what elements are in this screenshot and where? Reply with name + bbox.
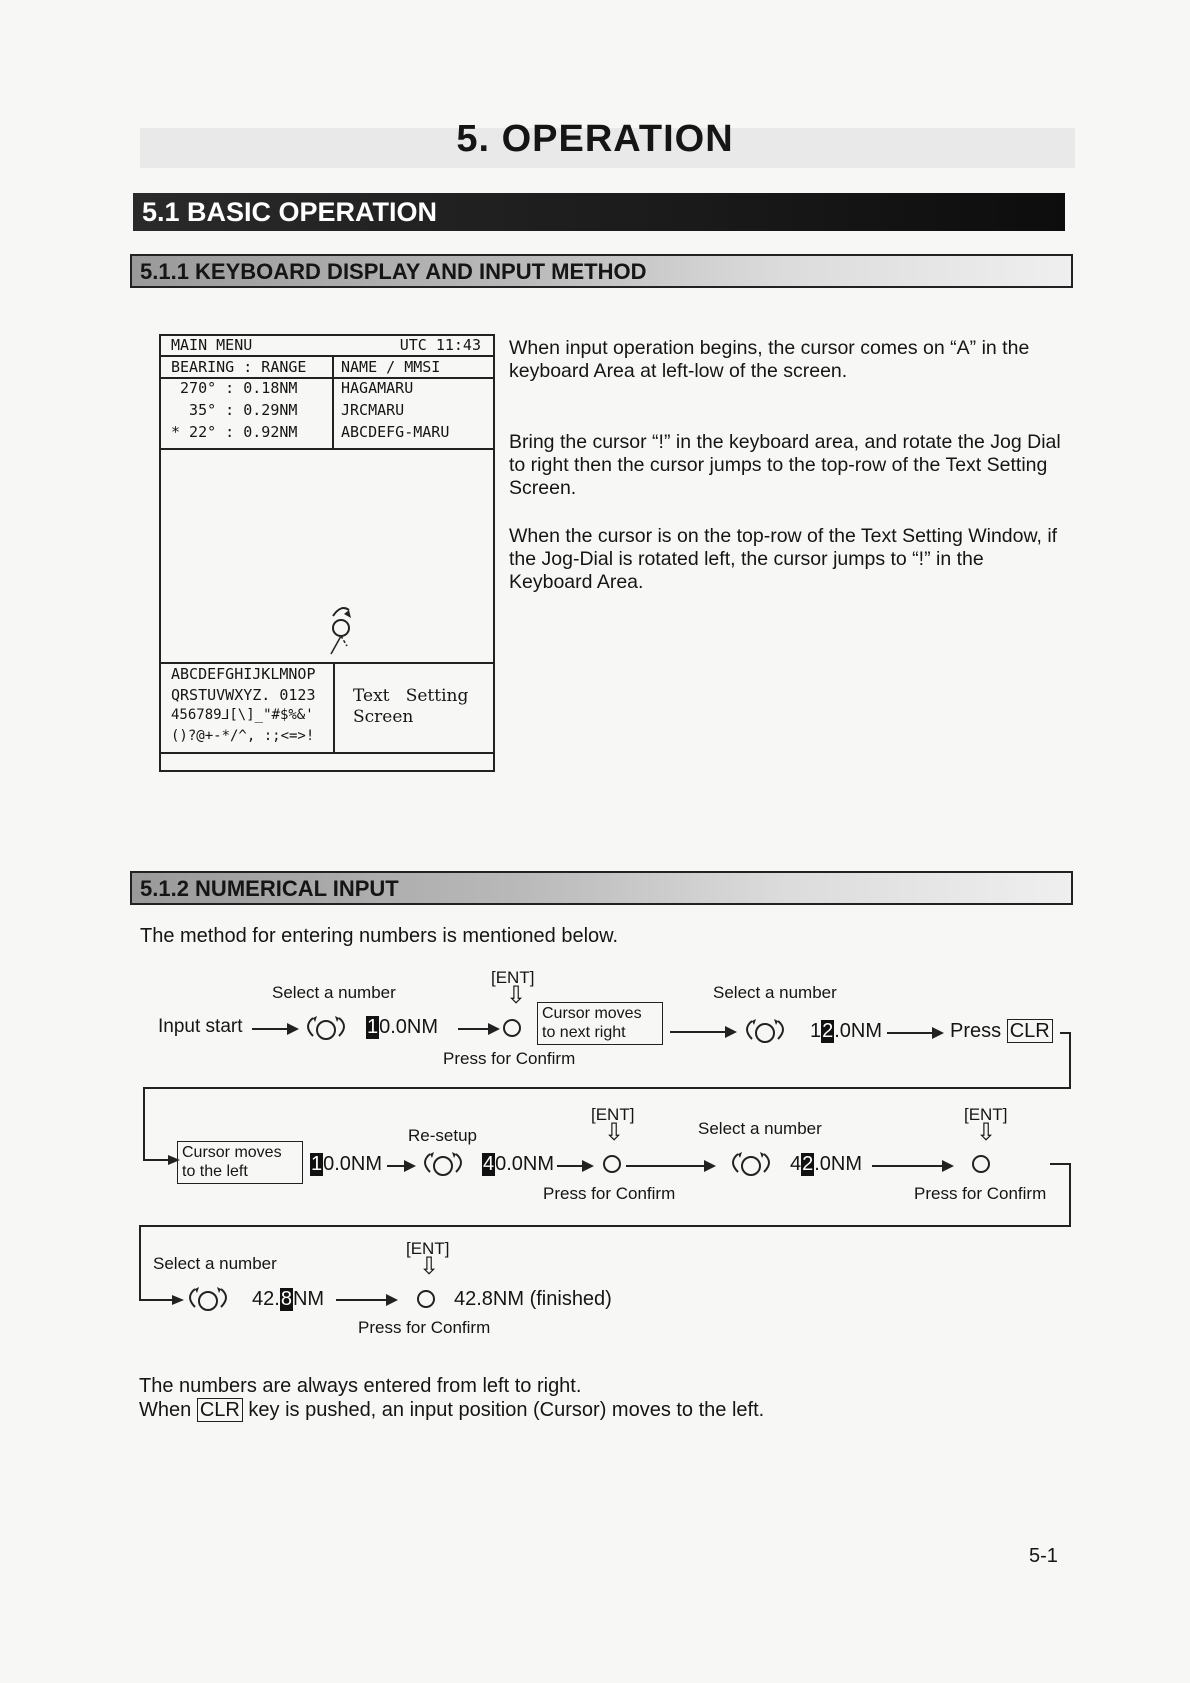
down-arrow-icon: ⇩ [506, 982, 527, 1009]
select-number-label: Select a number [153, 1254, 277, 1273]
keyboard-line: ABCDEFGHIJKLMNOP [171, 665, 316, 683]
value-prefix: 1 [810, 1020, 822, 1042]
ent-label: [ENT] [406, 1239, 450, 1258]
value-rest: 0.0NM [495, 1153, 555, 1175]
ent-button-icon [972, 1155, 990, 1173]
select-number-label: Select a number [698, 1119, 822, 1138]
keyboard-line: QRSTUVWXYZ. 0123 [171, 686, 316, 704]
menu-row-name: ABCDEFG-MARU [341, 423, 450, 441]
ent-button-icon [417, 1290, 435, 1308]
menu-row-bearing: * 22° : 0.92NM [171, 423, 298, 441]
ent-label: [ENT] [491, 968, 535, 987]
menu-row-bearing: 35° : 0.29NM [171, 401, 298, 419]
menu-row-name: HAGAMARU [341, 379, 414, 397]
subsection-2-title: 5.1.2 NUMERICAL INPUT [130, 871, 1073, 905]
press-confirm-label: Press for Confirm [543, 1184, 676, 1203]
clr-key: CLR [197, 1398, 243, 1422]
jog-dial-icon [418, 1150, 468, 1178]
press-confirm-label: Press for Confirm [358, 1318, 491, 1337]
name-mmsi-header: NAME / MMSI [341, 358, 441, 376]
value-rest: NM [292, 1288, 325, 1310]
menu-row-name: JRCMARU [341, 401, 405, 419]
value-display [790, 1153, 862, 1176]
cursor-digit: 1 [311, 1153, 323, 1175]
clr-key: CLR [1007, 1019, 1053, 1043]
text-setting-label-screen: Screen [353, 707, 414, 727]
value-prefix: 42. [252, 1288, 280, 1310]
select-number-label: Select a number [713, 983, 837, 1002]
section-title: 5.1 BASIC OPERATION [133, 193, 1065, 231]
value-rest: 0.0NM [379, 1016, 439, 1038]
down-arrow-icon: ⇩ [419, 1253, 440, 1280]
menu-row-bearing: 270° : 0.18NM [171, 379, 298, 397]
value-display [252, 1288, 324, 1311]
cursor-left-text-2: to the left [182, 1163, 248, 1180]
down-arrow-icon: ⇩ [976, 1119, 997, 1146]
footer-line-1: The numbers are always entered from left to right. [139, 1375, 582, 1397]
keyboard-line: 456789⅃[\]_"#$%&' [171, 707, 314, 723]
ent-label: [ENT] [591, 1105, 635, 1124]
resetup-label: Re-setup [408, 1126, 477, 1145]
footer-line-2 [139, 1399, 764, 1422]
cursor-left-box [177, 1141, 303, 1184]
down-arrow-icon: ⇩ [604, 1119, 625, 1146]
input-start-label: Input start [158, 1016, 243, 1037]
select-number-label: Select a number [272, 983, 396, 1002]
cursor-left-text-1: Cursor moves [182, 1144, 282, 1161]
menu-title: MAIN MENU [171, 336, 253, 354]
bearing-range-header: BEARING : RANGE [171, 358, 307, 376]
menu-utc: UTC 11:43 [399, 336, 481, 354]
press-confirm-label: Press for Confirm [914, 1184, 1047, 1203]
value-rest: .0NM [814, 1153, 863, 1175]
jog-dial-icon [183, 1285, 233, 1313]
subsection-1-title: 5.1.1 KEYBOARD DISPLAY AND INPUT METHOD [130, 254, 1073, 288]
value-prefix: 4 [790, 1153, 802, 1175]
page-number: 5-1 [1029, 1545, 1058, 1567]
footer-line-2-post: key is pushed, an input position (Cursor) moves to the left. [248, 1399, 765, 1421]
ent-button-icon [603, 1155, 621, 1173]
jog-dial-icon [726, 1150, 776, 1178]
value-display [310, 1153, 382, 1176]
paragraph-cursor-start: When input operation begins, the cursor comes on “A” in the keyboard Area at left-low of the screen. [509, 337, 1030, 382]
cursor-digit: 2 [822, 1020, 834, 1042]
value-display [482, 1153, 554, 1176]
press-label: Press [950, 1020, 1002, 1042]
paragraph-jog-right: Bring the cursor “!” in the keyboard area, and rotate the Jog Dial to right then the cursor jumps to the top-row of the Text Setting Screen. [509, 431, 1061, 499]
chapter-title: 5. OPERATION [456, 118, 734, 160]
cursor-right-text-2: to next right [542, 1024, 626, 1041]
cursor-digit: 8 [280, 1288, 292, 1310]
value-rest: 0.0NM [323, 1153, 383, 1175]
paragraph-jog-left: When the cursor is on the top-row of the Text Setting Window, if the Jog-Dial is rotated left, the cursor jumps to “!” in the Keyboard Area. [509, 525, 1058, 593]
finished-value: 42.8NM (finished) [454, 1288, 612, 1310]
footer-line-2-pre: When [139, 1399, 192, 1421]
cursor-right-text-1: Cursor moves [542, 1005, 642, 1022]
press-confirm-label: Press for Confirm [443, 1049, 576, 1068]
numeric-intro: The method for entering numbers is mentioned below. [140, 925, 619, 947]
cursor-digit: 4 [483, 1153, 495, 1175]
value-rest: .0NM [834, 1020, 883, 1042]
ent-label: [ENT] [964, 1105, 1008, 1124]
keyboard-line: ()?@+-*/^, :;<=>! [171, 728, 315, 744]
cursor-digit: 1 [367, 1016, 379, 1038]
cursor-digit: 2 [802, 1153, 814, 1175]
text-setting-label: Text Setting [353, 686, 469, 706]
